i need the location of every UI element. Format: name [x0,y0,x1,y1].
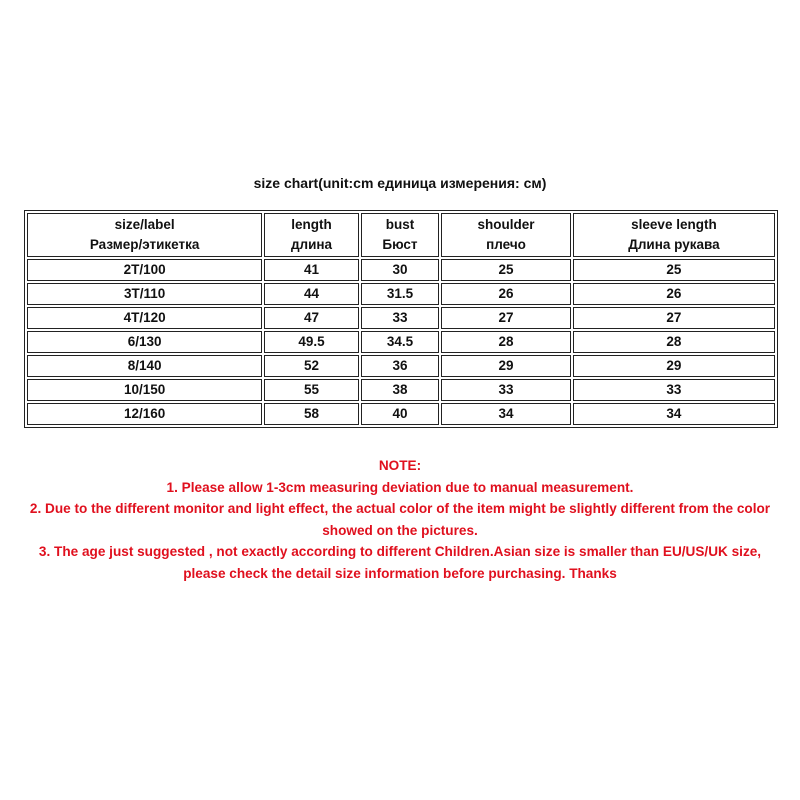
cell-shoulder: 33 [441,379,571,401]
header-en: sleeve length [631,217,717,232]
header-ru: Бюст [382,237,418,252]
cell-bust: 36 [361,355,439,377]
cell-length: 52 [264,355,359,377]
note-item: 2. Due to the different monitor and light effect, the actual color of the item might be slightly different from the color showed on the pictures. [29,501,771,538]
cell-size: 10/150 [27,379,262,401]
cell-shoulder: 28 [441,331,571,353]
table-row [27,403,775,425]
header-ru: плечо [486,237,526,252]
notes-section [0,455,800,584]
chart-title: size chart(unit:cm единица измерения: см) [253,175,547,191]
header-sleeve-length [573,213,775,257]
cell-shoulder: 25 [441,259,571,281]
cell-sleeve-length: 25 [573,259,775,281]
header-en: bust [385,217,415,232]
cell-bust: 40 [361,403,439,425]
header-ru: Длина рукава [628,237,720,252]
cell-sleeve-length: 26 [573,283,775,305]
cell-shoulder: 27 [441,307,571,329]
cell-bust: 30 [361,259,439,281]
cell-shoulder: 29 [441,355,571,377]
table-header-row [27,213,775,257]
cell-length: 44 [264,283,359,305]
cell-length: 41 [264,259,359,281]
header-ru: длина [290,237,333,252]
table-row [27,283,775,305]
cell-length: 55 [264,379,359,401]
table-row [27,307,775,329]
cell-size: 3T/110 [27,283,262,305]
cell-size: 6/130 [27,331,262,353]
notes-heading: NOTE: [378,458,422,473]
header-en: length [291,217,332,232]
table-row [27,379,775,401]
header-length [264,213,359,257]
header-ru: Размер/этикетка [89,237,200,252]
cell-size: 12/160 [27,403,262,425]
header-size-label [27,213,262,257]
cell-sleeve-length: 28 [573,331,775,353]
cell-length: 58 [264,403,359,425]
cell-bust: 38 [361,379,439,401]
table-row [27,259,775,281]
cell-length: 47 [264,307,359,329]
header-en: size/label [114,217,175,232]
header-en: shoulder [477,217,535,232]
cell-bust: 34.5 [361,331,439,353]
header-bust [361,213,439,257]
header-shoulder [441,213,571,257]
cell-sleeve-length: 29 [573,355,775,377]
cell-sleeve-length: 27 [573,307,775,329]
note-item: 1. Please allow 1-3cm measuring deviation due to manual measurement. [166,479,634,495]
cell-sleeve-length: 33 [573,379,775,401]
cell-size: 2T/100 [27,259,262,281]
cell-size: 4T/120 [27,307,262,329]
cell-shoulder: 34 [441,403,571,425]
cell-length: 49.5 [264,331,359,353]
cell-sleeve-length: 34 [573,403,775,425]
cell-size: 8/140 [27,355,262,377]
table-row [27,331,775,353]
size-table [24,210,778,428]
table-row [27,355,775,377]
cell-shoulder: 26 [441,283,571,305]
cell-bust: 31.5 [361,283,439,305]
note-item: 3. The age just suggested , not exactly according to different Children.Asian size is smaller than EU/US/UK size, please check the detail size information before purchasing. Thanks [38,544,762,581]
cell-bust: 33 [361,307,439,329]
